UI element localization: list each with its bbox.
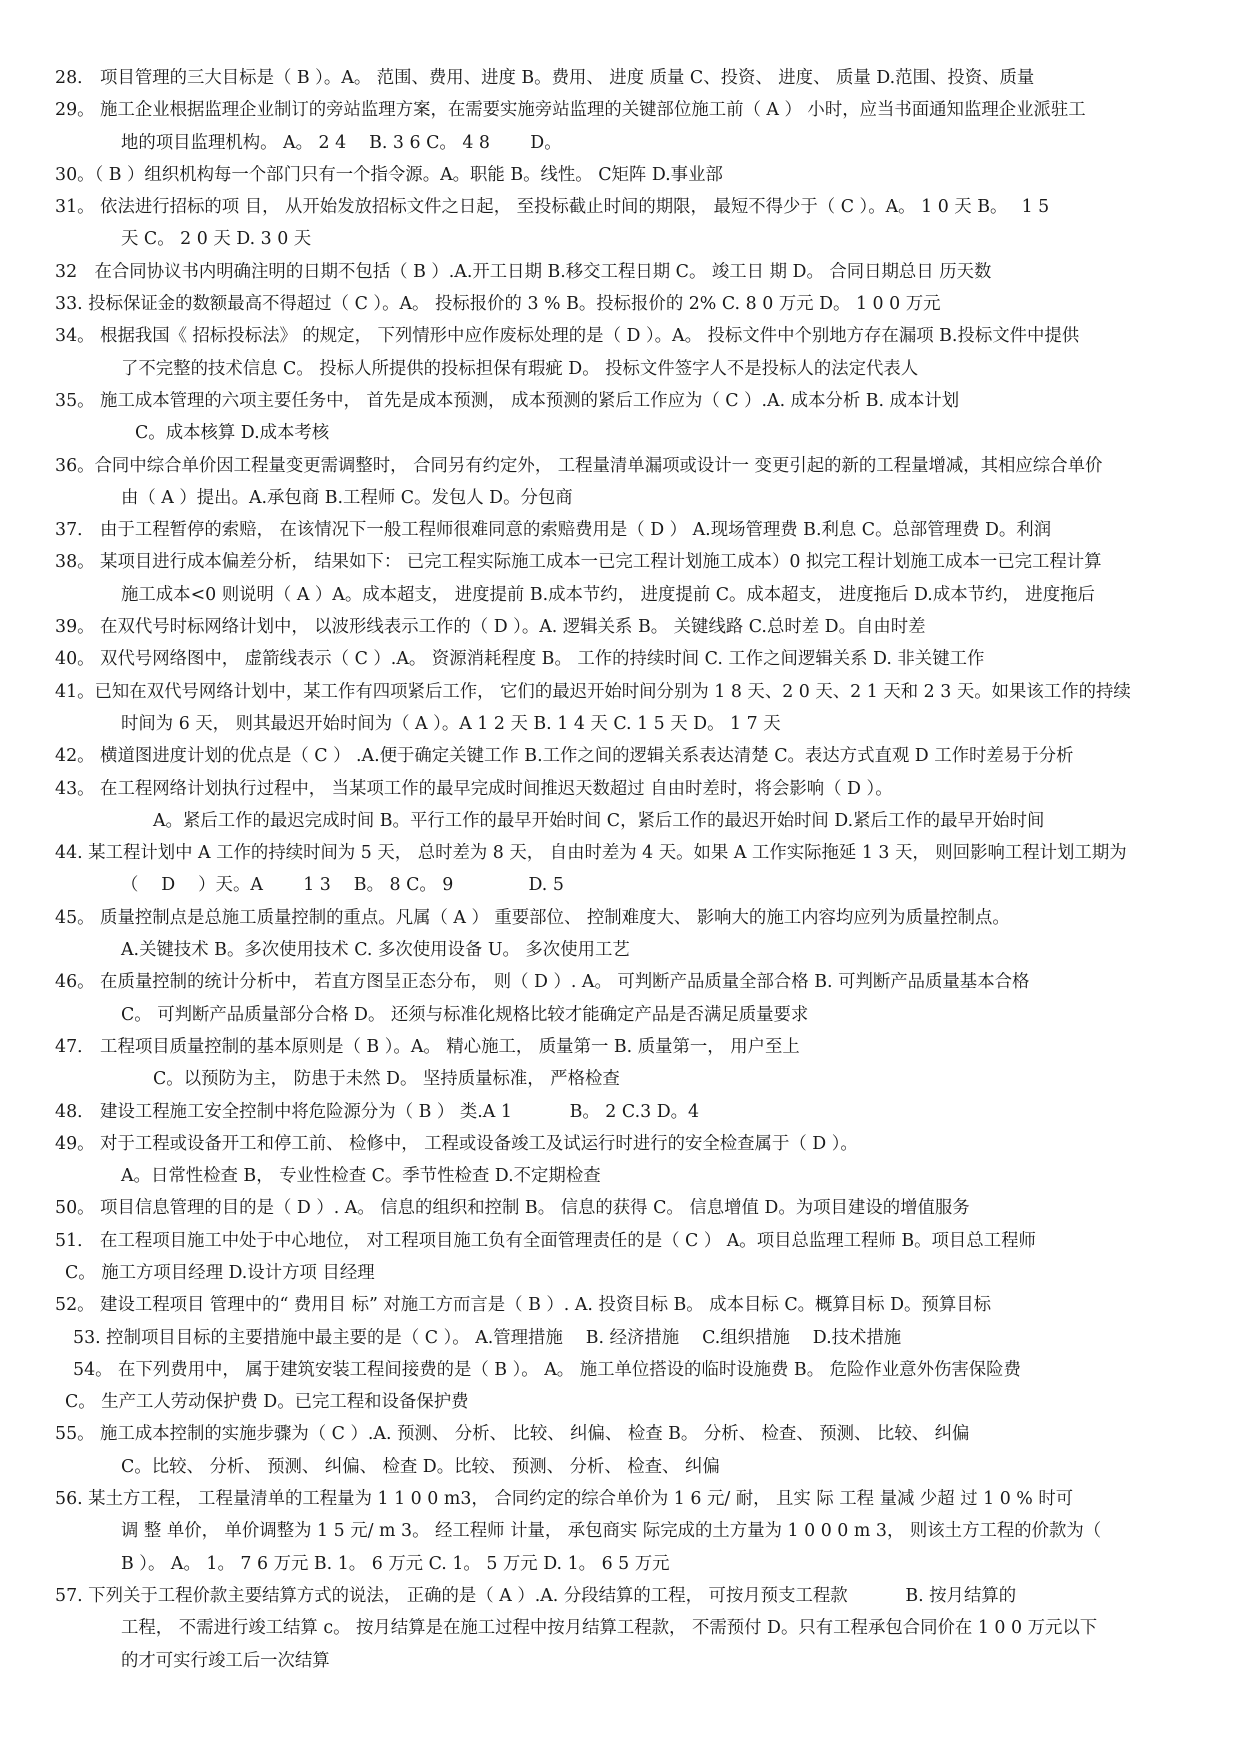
question-line: 42。 横道图进度计划的优点是（ C ） .A.便于确定关键工作 B.工作之间的逻辑关系表达清楚 C。表达方式直观 D 工作时差易于分析 — [55, 746, 1074, 767]
question-55 — [55, 1418, 1201, 1483]
question-47 — [55, 1031, 1201, 1096]
question-line-continued: 施工成本<0 则说明（ A ）A。成本超支， 进度提前 B.成本节约， 进度提前 C。成本超支， 进度拖后 D.成本节约， 进度拖后 — [121, 584, 1095, 605]
question-29 — [55, 94, 1201, 159]
question-line-continued: C。比较、 分析、 预测、 纠偏、 检查 D。比较、 预测、 分析、 检查、 纠偏 — [121, 1456, 720, 1477]
question-line: 45。 质量控制点是总施工质量控制的重点。凡属（ A ） 重要部位、 控制难度大、 影响大的施工内容均应列为质量控制点。 — [55, 907, 1010, 928]
question-31 — [55, 191, 1201, 256]
question-line-continued: 工程， 不需进行竣工结算 c。 按月结算是在施工过程中按月结算工程款， 不需预付 D。只有工程承包合同价在 1 0 0 万元以下 — [121, 1618, 1098, 1639]
question-line: 51． 在工程项目施工中处于中心地位， 对工程项目施工负有全面管理责任的是（ C ） A。项目总监理工程师 B。项目总工程师 — [55, 1230, 1036, 1251]
question-38 — [55, 546, 1201, 611]
question-54 — [55, 1354, 1201, 1419]
question-line: 38。 某项目进行成本偏差分析， 结果如下： 已完工程实际施工成本一已完工程计划施工成本）0 拟完工程计划施工成本一已完工程计算 — [55, 552, 1102, 573]
question-line-continued: 地的项目监理机构。 A。 2 4 B. 3 6 C。 4 8 D。 — [121, 132, 562, 153]
question-48 — [55, 1096, 1201, 1128]
question-line-continued: A。紧后工作的最迟完成时间 B。平行工作的最早开始时间 C，紧后工作的最迟开始时间 D.紧后工作的最早开始时间 — [153, 810, 1045, 831]
question-57 — [55, 1580, 1201, 1677]
question-40 — [55, 643, 1201, 675]
question-41 — [55, 676, 1201, 741]
question-line: 28． 项目管理的三大目标是（ B ）。A。 范围、费用、进度 B。费用、 进度 质量 C、投资、 进度、 质量 D.范围、投资、质量 — [55, 68, 1035, 88]
question-line: 30。（ B ）组织机构每一个部门只有一个指令源。A。职能 B。线性。 C矩阵 D.事业部 — [55, 164, 723, 185]
question-39 — [55, 611, 1201, 643]
question-line: 52。 建设工程项目 管理中的“ 费用目 标” 对施工方而言是（ B ）. A. 投资目标 B。 成本目标 C。概算目标 D。预算目标 — [55, 1295, 991, 1316]
question-line: 57. 下列关于工程价款主要结算方式的说法， 正确的是（ A ）.A. 分段结算的工程， 可按月预支工程款 B. 按月结算的 — [55, 1585, 1017, 1606]
question-line: 37． 由于工程暂停的索赔， 在该情况下一般工程师很难同意的索赔费用是（ D ） A.现场管理费 B.利息 C。总部管理费 D。利润 — [55, 520, 1052, 541]
question-line-continued: 天 C。 2 0 天 D. 3 0 天 — [121, 229, 312, 250]
question-line: 43。 在工程网络计划执行过程中， 当某项工作的最早完成时间推迟天数超过 自由时差时，将会影响（ D ）。 — [55, 778, 893, 799]
question-line: 36。合同中综合单价因工程量变更需调整时， 合同另有约定外， 工程量清单漏项或设计一 变更引起的新的工程量增减，其相应综合单价 — [55, 455, 1103, 476]
question-44 — [55, 837, 1201, 902]
question-line-continued: 了不完整的技术信息 C。 投标人所提供的投标担保有瑕疵 D。 投标文件签字人不是投标人的法定代表人 — [121, 358, 919, 379]
question-37 — [55, 514, 1201, 546]
question-line: 56. 某土方工程， 工程量清单的工程量为 1 1 0 0 m3， 合同约定的综合单价为 1 6 元/ 耐， 且实 际 工程 量减 少超 过 1 0 % 时可 — [55, 1489, 1074, 1510]
question-line-continued: A。日常性检查 B， 专业性检查 C。季节性检查 D.不定期检查 — [121, 1166, 601, 1187]
question-50 — [55, 1192, 1201, 1224]
question-line: 41。已知在双代号网络计划中，某工作有四项紧后工作， 它们的最迟开始时间分别为 1 8 天、2 0 天、2 1 天和 2 3 天。如果该工作的持续 — [55, 681, 1131, 702]
question-28 — [55, 62, 1201, 94]
question-line-continued: B ）。 A。 1。 7 6 万元 B. 1。 6 万元 C. 1。 5 万元 D. 1。 6 5 万元 — [121, 1553, 670, 1574]
question-line: 55。 施工成本控制的实施步骤为（ C ）.A. 预测、 分析、 比较、 纠偏、 检查 B。 分析、 检查、 预测、 比较、 纠偏 — [55, 1424, 970, 1445]
question-line: 50。 项目信息管理的目的是（ D ）. A。 信息的组织和控制 B。 信息的获得 C。 信息增值 D。为项目建设的增值服务 — [55, 1198, 970, 1219]
question-line-continued: C。 生产工人劳动保护费 D。已完工程和设备保护费 — [65, 1392, 469, 1413]
question-line: 31。 依法进行招标的项 目， 从开始发放招标文件之日起， 至投标截止时间的期限， 最短不得少于（ C ）。A。 1 0 天 B。 1 5 — [55, 197, 1050, 218]
question-line: 49。 对于工程或设备开工和停工前、 检修中， 工程或设备竣工及试运行时进行的安全检查属于（ D ）。 — [55, 1133, 858, 1154]
question-51 — [55, 1225, 1201, 1290]
question-32 — [55, 256, 1201, 288]
question-45 — [55, 902, 1201, 967]
question-line: 40。 双代号网络图中， 虚箭线表示（ C ）.A。 资源消耗程度 B。 工作的持续时间 C. 工作之间逻辑关系 D. 非关键工作 — [55, 649, 985, 670]
question-line: 39。 在双代号时标网络计划中， 以波形线表示工作的（ D ）。A. 逻辑关系 B。 关键线路 C.总时差 D。自由时差 — [55, 617, 926, 638]
question-line: 32 在合同协议书内明确注明的日期不包括（ B ）.A.开工日期 B.移交工程日期 C。 竣工日 期 D。 合同日期总日 历天数 — [55, 261, 992, 282]
question-43 — [55, 773, 1201, 838]
question-line-continued: 调 整 单价， 单价调整为 1 5 元/ m 3。 经工程师 计量， 承包商实 际完成的土方量为 1 0 0 0 m 3， 则该土方工程的价款为（ — [121, 1521, 1102, 1542]
question-53 — [55, 1322, 1201, 1354]
question-49 — [55, 1128, 1201, 1193]
question-line: 47． 工程项目质量控制的基本原则是（ B ）。A。 精心施工， 质量第一 B. 质量第一， 用户至上 — [55, 1036, 800, 1057]
question-line: 48． 建设工程施工安全控制中将危险源分为（ B ） 类.A 1 B。 2 C.3 D。4 — [55, 1101, 700, 1122]
question-33 — [55, 288, 1201, 320]
question-line: 34。 根据我国《 招标投标法》 的规定， 下列情形中应作废标处理的是（ D ）。A。 投标文件中个别地方存在漏项 B.投标文件中提供 — [55, 326, 1080, 347]
question-line-continued: 的才可实行竣工后一次结算 — [121, 1650, 330, 1671]
question-line-continued: C。成本核算 D.成本考核 — [135, 423, 330, 444]
question-line-continued: C。 可判断产品质量部分合格 D。 还须与标准化规格比较才能确定产品是否满足质量要求 — [121, 1004, 809, 1025]
question-line-continued: A.关键技术 B。多次使用技术 C. 多次使用设备 U。 多次使用工艺 — [121, 940, 630, 961]
question-line: 33. 投标保证金的数额最高不得超过（ C ）。A。 投标报价的 3 % B。投标报价的 2% C. 8 0 万元 D。 1 0 0 万元 — [55, 294, 941, 315]
question-line: 46。 在质量控制的统计分析中， 若直方图呈正态分布， 则（ D ）. A。 可判断产品质量全部合格 B. 可判断产品质量基本合格 — [55, 972, 1030, 993]
question-46 — [55, 966, 1201, 1031]
question-line: 29。 施工企业根据监理企业制订的旁站监理方案，在需要实施旁站监理的关键部位施工前（ A ） 小时，应当书面通知监理企业派驻工 — [55, 100, 1086, 121]
question-line-continued: C。以预防为主， 防患于未然 D。 坚持质量标准， 严格检查 — [153, 1069, 620, 1090]
question-line: 54。 在下列费用中， 属于建筑安装工程间接费的是（ B ）。 A。 施工单位搭设的临时设施费 B。 危险作业意外伤害保险费 — [73, 1359, 1021, 1380]
question-line-continued: （ D ）天。A 1 3 B。 8 C。 9 D. 5 — [121, 875, 564, 896]
question-36 — [55, 450, 1201, 515]
question-34 — [55, 320, 1201, 385]
question-line-continued: C。 施工方项目经理 D.设计方项 目经理 — [65, 1262, 375, 1283]
question-line-continued: 由（ A ）提出。A.承包商 B.工程师 C。发包人 D。分包商 — [121, 487, 573, 508]
question-line: 44. 某工程计划中 A 工作的持续时间为 5 天， 总时差为 8 天， 自由时差为 4 天。如果 A 工作实际拖延 1 3 天， 则回影响工程计划工期为 — [55, 843, 1127, 864]
question-56 — [55, 1483, 1201, 1580]
question-52 — [55, 1289, 1201, 1321]
question-42 — [55, 740, 1201, 772]
question-line: 35。 施工成本管理的六项主要任务中， 首先是成本预测， 成本预测的紧后工作应为（ C ）.A. 成本分析 B. 成本计划 — [55, 390, 960, 411]
question-30 — [55, 159, 1201, 191]
question-line: 53. 控制项目目标的主要措施中最主要的是（ C ）。 A.管理措施 B. 经济措施 C.组织措施 D.技术措施 — [73, 1327, 902, 1348]
question-line-continued: 时间为 6 天， 则其最迟开始时间为（ A ）。A 1 2 天 B. 1 4 天 C. 1 5 天 D。 1 7 天 — [121, 713, 781, 734]
question-35 — [55, 385, 1201, 450]
